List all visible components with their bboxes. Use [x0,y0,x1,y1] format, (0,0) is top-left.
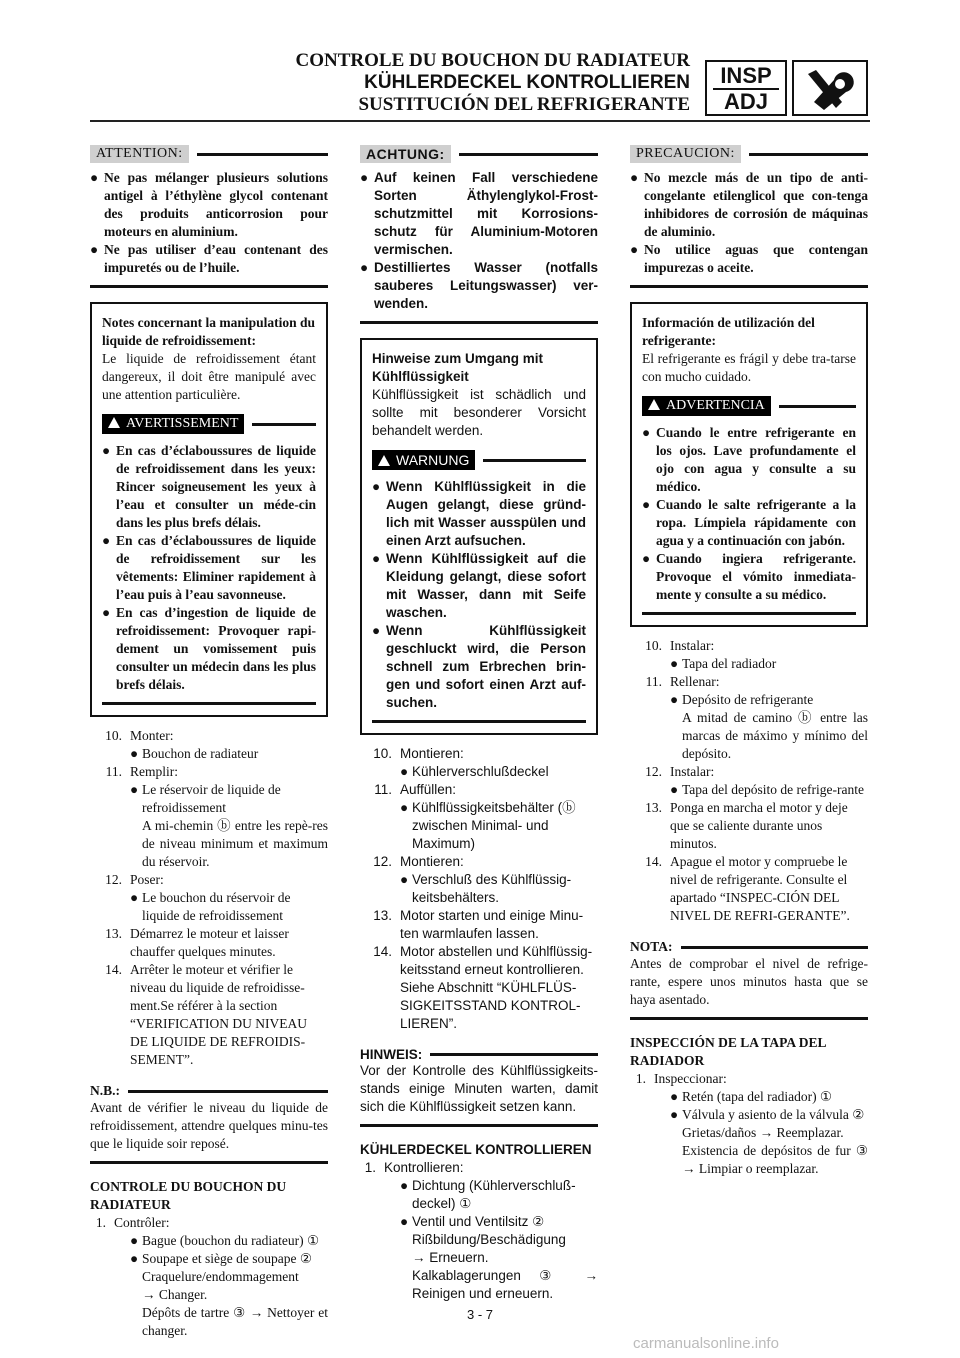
title-fr: CONTROLE DU BOUCHON DU RADIATEUR [295,50,690,71]
warning-item: ● Cuando le entre refrigerante en los ojos. Lave profundamente el ojo con agua y consulte a su médico. [642,425,856,494]
steps-es: 10. Instalar: ● Tapa del radiador 11. Rellenar: ● Depósito de refrigerante A mitad de camino ⓑ entre las marcas de máximo y mínimo del depósito. 12. Instalar: ● Tapa del depósito de refrige-rante 13. Ponga en marcha el motor y deje que se caliente durante unos minutos. 14. Apague el motor y compruebe le nivel de refrigerante. Consulte el apartado “INSPEC-CIÓN DEL NIVEL DE REFRI-GERANTE”. [645,638,868,923]
coolant-handling-box [90,302,328,717]
badge-bottom: ADJ [723,89,768,114]
warning-header: AVERTISSEMENT [102,414,316,434]
badge-top: INSP [713,64,779,90]
warning-item: ● Wenn Kühlflüssigkeit in die Augen gelangt, diese gründ-lich mit Wasser ausspülen und einen Arzt aufsuchen. [372,479,586,548]
steps-fr: 10. Monter: ● Bouchon de radiateur 11. Remplir: ● Le réservoir de liquide de refroidissement A mi-chemin ⓑ entre les repè-res de niveau minimum et maximum du réservoir. 12. Poser: ● Le bouchon du réservoir de liquide de refroidissement 13. Démarrez le moteur et laisser chauffer quelques minutes. 14. Arrêter le moteur et vérifier le niveau du liquide de refroidisse-ment.Se référer à la section “VERIFICATION DU NIVEAU DE LIQUIDE DE REFROIDIS-SEMENT”. [105,728,328,1067]
column-fr [90,145,328,1340]
inspect-steps-fr: 1. Contrôler: ● Bague (bouchon du radiateur) ① ● Soupape et siège de soupape ② Craquelure/endommagement → Changer. Dépôts de tartre ③ → Nettoyer et changer. [95,1215,328,1338]
page-number: 3 - 7 [466,1307,493,1322]
caution-item: ● Ne pas mélanger plusieurs solutions antigel à l’éthylène glycol contenant des produits anticorrosion pour moteurs en aluminium. [90,170,328,239]
caution-item: ● Ne pas utiliser d’eau contenant des impuretés ou de l’huile. [90,242,328,275]
coolant-handling-box [360,338,598,735]
box-body: El refrigerante es frágil y debe tra-tarse con mucho cuidado. [642,351,856,384]
warning-header: ADVERTENCIA [642,396,856,416]
caution-header: ATTENTION: [90,145,328,163]
warning-item: ● Wenn Kühlflüssigkeit auf die Kleidung gelangt, diese sofort mit Wasser, dann mit Seife waschen. [372,551,586,620]
warning-item: ● En cas d’ingestion de liquide de refroidissement: Provoquer rapi-dement un vomissement puis consulter un médecin dans les plus brefs délais. [102,605,316,692]
warning-item: ● Wenn Kühlflüssigkeit geschluckt wird, die Person schnell zum Erbrechen brin-gen und sofort einen Arzt auf-suchen. [372,623,586,710]
box-title: Información de utilización del refrigerante: [642,315,815,348]
warning-item: ● En cas d’éclaboussures de liquide de refroidissement dans les yeux: Rincer soigneusement les yeux à l’eau et consulter un méde-cin dans les plus brefs délais. [102,443,316,530]
header-rule [90,120,870,122]
box-title: Notes concernant la manipulation du liquide de refroidissement: [102,315,316,348]
title-de: KÜHLERDECKEL KONTROLLIEREN [364,72,690,93]
section-title-fr: CONTROLE DU BOUCHON DU RADIATEUR [90,1179,287,1212]
column-de [360,145,598,1303]
note-es: NOTA: Antes de comprobar el nivel de refrige-rante, espere unos minutos hasta que se haya asentado. [630,939,868,1020]
box-title: Hinweise zum Umgang mit Kühlflüssigkeit [372,351,544,384]
warning-triangle-icon [378,455,390,466]
inspect-steps-de: 1. Kontrollieren: ● Dichtung (Kühlerverschluß-deckel) ① ● Ventil und Ventilsitz ② Rißbildung/Beschädigung → Erneuern. Kalkablagerungen ③ → Reinigen und erneuern. [364,1160,598,1301]
note-fr: N.B.: Avant de vérifier le niveau du liquide de refroidissement, attendre quelques minu-tes que le liquide soir reposé. [90,1083,328,1164]
box-body: Kühlflüssigkeit ist schädlich und sollte mit besonderer Vorsicht behandelt werden. [372,387,586,438]
note-de: HINWEIS: Vor der Kontrolle des Kühlflüssigkeits-stands einige Minuten warten, damit sich die Kühlflüssigkeit setzen kann. [360,1047,598,1127]
steps-de: 10. Montieren: ● Kühlerverschlußdeckel 11. Auffüllen: ● Kühlflüssigkeitsbehälter (ⓑ zwischen Minimal- und Maximum) 12. Montieren: ● Verschluß des Kühlflüssig-keitsbehälters. 13. Motor starten und einige Minu-ten warmlaufen lassen. 14. Motor abstellen und Kühlflüssig-keitsstand erneut kontrollieren. Siehe Abschnitt “KÜHLFLÜS-SIGKEITSSTAND KONTROL-LIEREN”. [373,746,593,1031]
watermark: carmanualsonline.info [633,1335,779,1352]
caution-header: ACHTUNG: [360,145,598,163]
caution-item: ● Auf keinen Fall verschiedene Sorten Äthylenglykol-Frost-schutzmittel mit Korrosions-schutz für Aluminium-Motoren vermischen. [360,170,598,257]
warning-triangle-icon [648,399,660,410]
title-es: SUSTITUCIÓN DEL REFRIGERANTE [358,94,690,115]
box-body: Le liquide de refroidissement étant dangereux, il doit être manipulé avec une attention particulière. [102,351,316,402]
page-header [296,50,690,116]
caution-item: ● Destilliertes Wasser (notfalls sauberes Leitungswasser) ver-wenden. [360,260,598,311]
caution-header: PRECAUCION: [630,145,868,163]
coolant-handling-box [630,302,868,627]
warning-item: ● Cuando ingiera refrigerante. Provoque el vómito inmediata-mente y consulte a su médico. [642,551,856,602]
caution-item: ● No utilice aguas que contengan impurezas o aceite. [630,242,868,275]
caution-item: ● No mezcle más de un tipo de anti-congelante etilenglicol que con-tenga inhibidores de corrosión de máquinas de aluminio. [630,170,868,239]
column-es [630,145,868,1178]
section-title-es: INSPECCIÓN DE LA TAPA DEL RADIADOR [630,1035,826,1068]
warning-header: WARNUNG [372,450,586,470]
section-title-de: KÜHLERDECKEL KONTROLLIEREN [360,1142,592,1157]
warning-item: ● Cuando le salte refrigerante a la ropa. Límpiela rápidamente con agua y a continuación con jabón. [642,497,856,548]
wrench-screwdriver-icon [792,60,868,116]
inspect-steps-es: 1. Inspeccionar: ● Retén (tapa del radiador) ① ● Válvula y asiento de la válvula ② Grietas/daños → Reemplazar. Existencia de depósitos de fur ③ → Limpiar o reemplazar. [635,1071,868,1176]
warning-item: ● En cas d’éclaboussures de liquide de refroidissement sur les vêtements: Eliminer rapidement à l’eau puis à l’eau savonneuse. [102,533,316,602]
warning-triangle-icon [108,417,120,428]
insp-adj-badge [705,60,787,116]
